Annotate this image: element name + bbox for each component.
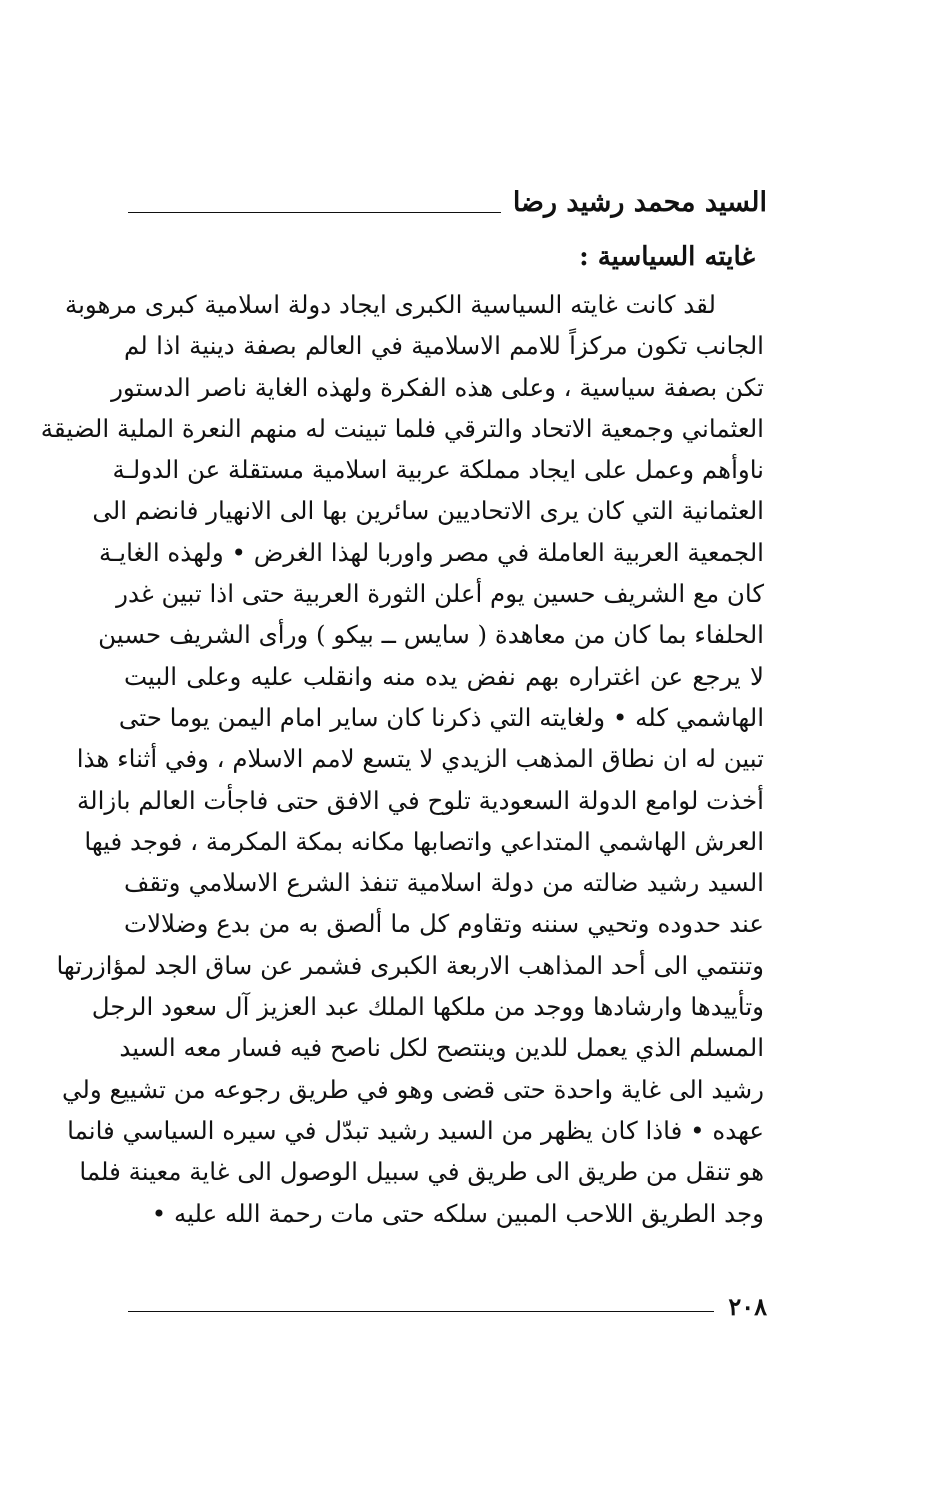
running-header xyxy=(128,180,767,220)
body-line: الحلفاء بما كان من معاهدة ( سايس ــ بيكو ) ورأى الشريف حسين xyxy=(98,620,764,650)
body-line: تبين له ان نطاق المذهب الزيدي لا يتسع لامم الاسلام ، وفي أثناء هذا xyxy=(76,744,764,774)
body-line: أخذت لوامع الدولة السعودية تلوح في الافق حتى فاجأت العالم بازالة xyxy=(77,785,764,815)
body-line: وتنتمي الى أحد المذاهب الاربعة الكبرى فشمر عن ساق الجد لمؤازرتها xyxy=(56,950,764,980)
page-number: ٢٠٨ xyxy=(728,1291,767,1321)
body-text xyxy=(40,284,764,1234)
body-line: عهده • فاذا كان يظهر من السيد رشيد تبدّل في سيره السياسي فانما xyxy=(67,1115,764,1145)
section-heading: غايته السياسية : xyxy=(579,242,755,272)
page-footer xyxy=(128,1288,767,1324)
body-line: وتأييدها وارشادها ووجد من ملكها الملك عبد العزيز آل سعود الرجل xyxy=(91,992,764,1022)
running-title: السيد محمد رشيد رضا xyxy=(512,187,767,218)
body-line: وجد الطريق اللاحب المبين سلكه حتى مات رحمة الله عليه • xyxy=(151,1198,764,1228)
body-line: العثماني وجمعية الاتحاد والترقي فلما تبينت له منهم النعرة الملية الضيقة xyxy=(40,413,764,443)
footer-rule xyxy=(128,1311,714,1312)
body-line: الجانب تكون مركزاً للامم الاسلامية في العالم بصفة دينية اذا لم xyxy=(124,331,764,361)
body-line: العثمانية التي كان يرى الاتحاديين سائرين بها الى الانهيار فانضم الى xyxy=(92,496,764,526)
body-line: هو تنقل من طريق الى طريق في سبيل الوصول الى غاية معينة فلما xyxy=(79,1157,764,1187)
body-line: السيد رشيد ضالته من دولة اسلامية تنفذ الشرع الاسلامي وتقف xyxy=(124,868,764,898)
body-line: العرش الهاشمي المتداعي واتصابها مكانه بمكة المكرمة ، فوجد فيها xyxy=(84,826,764,856)
body-line: المسلم الذي يعمل للدين وينتصح لكل ناصح فيه فسار معه السيد xyxy=(119,1033,764,1063)
body-line: الجمعية العربية العاملة في مصر واوربا لهذا الغرض • ولهذه الغايـة xyxy=(98,537,764,567)
body-line: رشيد الى غاية واحدة حتى قضى وهو في طريق رجوعه من تشييع ولي xyxy=(62,1074,764,1104)
body-line: تكن بصفة سياسية ، وعلى هذه الفكرة ولهذه الغاية ناصر الدستور xyxy=(111,372,764,402)
body-line: عند حدوده وتحيي سننه وتقاوم كل ما ألصق به من بدع وضلالات xyxy=(124,909,764,939)
body-line: لا يرجع عن اغتراره بهم نفض يده منه وانقلب عليه وعلى البيت xyxy=(124,661,764,691)
body-line: لقد كانت غايته السياسية الكبرى ايجاد دولة اسلامية كبرى مرهوبة xyxy=(64,290,716,319)
header-rule xyxy=(128,212,501,213)
body-line: الهاشمي كله • ولغايته التي ذكرنا كان ساير امام اليمن يوما حتى xyxy=(118,702,764,732)
body-line: ناوأهم وعمل على ايجاد مملكة عربية اسلامية مستقلة عن الدولـة xyxy=(112,455,764,485)
body-line: كان مع الشريف حسين يوم أعلن الثورة العربية حتى اذا تبين غدر xyxy=(116,579,764,609)
